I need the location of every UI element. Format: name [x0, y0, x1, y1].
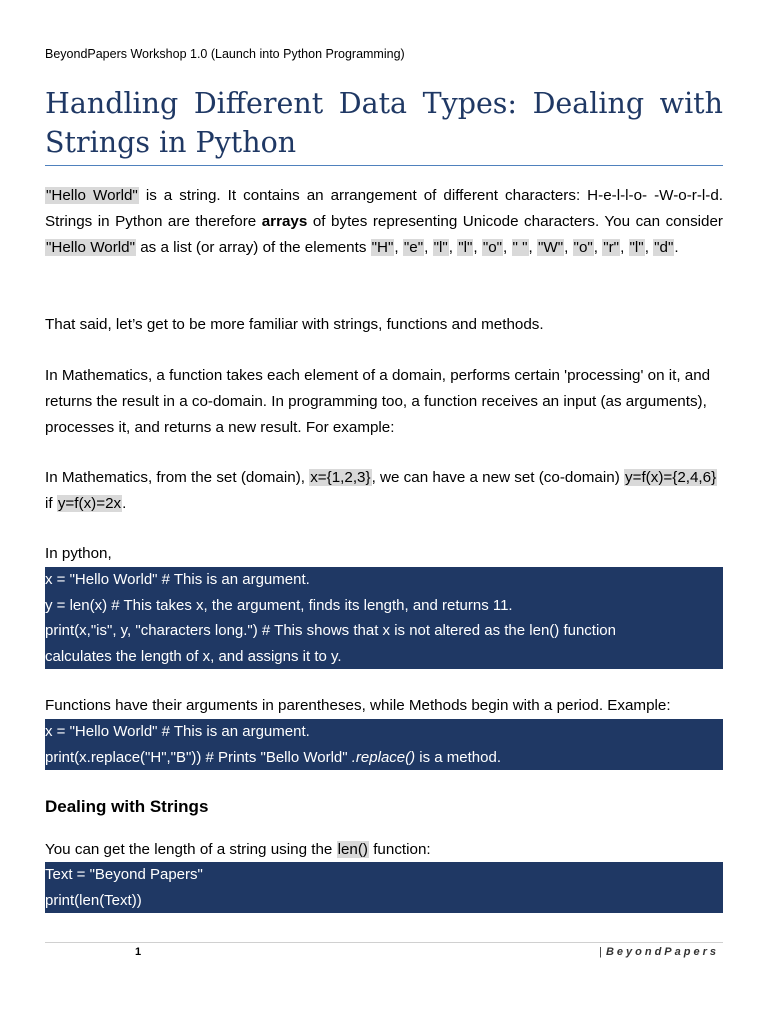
paragraph-math-function: In Mathematics, a function takes each element of a domain, performs certain 'processing' on it, and returns the result in a co-domain. In programming too, a function receives an input (as arguments), processes it, and returns a new result. For example: — [45, 367, 711, 436]
char-element: " " — [512, 239, 528, 256]
text-run: of bytes representing Unicode characters. You can consider — [307, 213, 723, 230]
code-block-len — [45, 567, 723, 669]
char-element: "l" — [629, 239, 644, 256]
page-title: Handling Different Data Types: Dealing with Strings in Python — [45, 87, 723, 159]
code-line: y = len(x) # This takes x, the argument, finds its length, and returns 11. — [45, 596, 513, 614]
code-line: calculates the length of x, and assigns it to y. — [45, 647, 342, 665]
text-run: In Mathematics, from the set (domain), — [45, 469, 310, 486]
char-element: "o" — [573, 239, 593, 256]
paragraph-len — [45, 837, 723, 863]
title-underline — [45, 165, 723, 166]
char-element: "r" — [603, 239, 620, 256]
code-highlight: y=f(x)=2x — [57, 495, 122, 512]
method-name: .replace() — [351, 748, 416, 766]
paragraph-strings-intro: "Hello World" is a string. It contains an arrangement of different characters: H-e-l-l-o- -W-o-r-l-d. Strings in Python are therefore arrays of bytes representing Unicode characters. You can consider "Hello World" as a list (or array) of the elements "H", "e", "l", "l", "o", " ", "W", "o", "r", "l", "d". — [45, 187, 723, 256]
punctuation: . — [674, 239, 679, 256]
code-line: x = "Hello World" # This is an argument. — [45, 723, 310, 740]
char-element: "o" — [482, 239, 503, 256]
code-highlight: "Hello World" — [46, 187, 138, 204]
text-run: as a list (or array) of the elements — [136, 239, 371, 256]
char-element: "l" — [433, 239, 448, 256]
page-number: 1 — [135, 946, 142, 958]
text-run: function: — [368, 841, 431, 858]
code-highlight: len() — [337, 841, 368, 858]
code-highlight: x={1,2,3} — [310, 469, 371, 486]
bold-term: arrays — [261, 213, 308, 230]
paragraph-familiar: That said, let’s get to be more familiar with strings, functions and methods. — [45, 316, 544, 333]
paragraph-in-python: In python, — [45, 545, 112, 562]
text-run: You can get the length of a string using the — [45, 841, 337, 858]
code-block-text-len — [45, 862, 723, 913]
punctuation: . — [122, 495, 127, 512]
code-text: is a method. — [415, 748, 502, 766]
char-element: "l" — [458, 239, 473, 256]
code-block-replace — [45, 719, 723, 770]
char-element: "H" — [371, 239, 394, 256]
code-line: print(x,"is", y, "characters long.") # This shows that x is not altered as the len() function — [45, 622, 616, 640]
running-header: BeyondPapers Workshop 1.0 (Launch into Python Programming) — [45, 47, 405, 61]
char-element: "e" — [403, 239, 424, 256]
code-highlight: y=f(x)={2,4,6} — [624, 469, 717, 486]
text-run: if — [45, 495, 57, 512]
char-element: "W" — [537, 239, 564, 256]
footer-separator: | — [599, 946, 602, 958]
footer-brand-text: BeyondPapers — [605, 946, 719, 958]
char-element: "d" — [654, 239, 674, 256]
code-line — [45, 745, 723, 771]
text-run: is a string. It contains an arrangement of different characters: H-e-l-l-o- -W-o-r-l-d. Strings in Python are therefore — [45, 187, 723, 230]
code-highlight: "Hello World" — [46, 239, 135, 256]
footer-divider — [45, 942, 723, 943]
paragraph-math-example — [45, 465, 723, 517]
footer-brand — [599, 946, 719, 958]
section-heading: Dealing with Strings — [45, 797, 209, 816]
code-line: Text = "Beyond Papers" — [45, 866, 203, 883]
paragraph-functions-methods: Functions have their arguments in parentheses, while Methods begin with a period. Example: — [45, 697, 671, 714]
text-run: , we can have a new set (co-domain) — [371, 469, 624, 486]
code-line: print(len(Text)) — [45, 891, 142, 909]
code-line: x = "Hello World" # This is an argument. — [45, 571, 310, 588]
code-text: print(x.replace("H","B")) # Prints "Bello World" — [45, 748, 352, 766]
